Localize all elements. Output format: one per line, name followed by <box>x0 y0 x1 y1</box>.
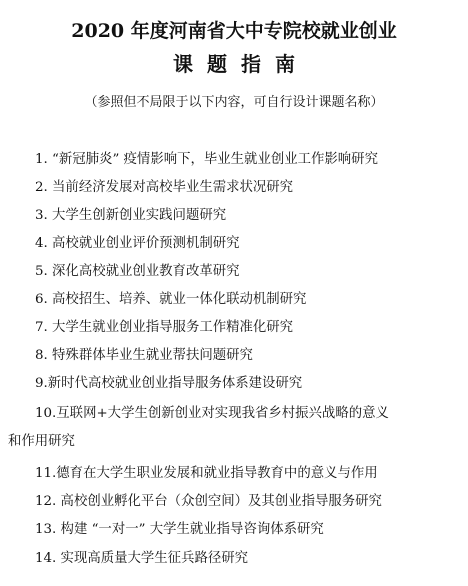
topic-item <box>0 318 468 346</box>
topic-text-continuation: 和作用研究 <box>8 434 75 449</box>
topic-text: 13. 构建 “一对一” 大学生就业指导咨询体系研究 <box>35 522 324 537</box>
topic-item <box>0 549 468 577</box>
document-title-line-2: 课题指南 <box>173 52 309 76</box>
topic-text: 11.德育在大学生职业发展和就业指导教育中的意义与作用 <box>35 466 378 481</box>
topic-item <box>0 262 468 290</box>
topic-item <box>0 178 468 206</box>
topic-text: 6. 高校招生、培养、就业一体化联动机制研究 <box>35 292 307 307</box>
document-title-line-1: 2020 年度河南省大中专院校就业创业 <box>71 20 397 42</box>
topic-text: 7. 大学生就业创业指导服务工作精准化研究 <box>35 320 294 335</box>
topic-item <box>0 464 468 492</box>
topic-text: 4. 高校就业创业评价预测机制研究 <box>35 236 240 251</box>
topic-text: 14. 实现高质量大学生征兵路径研究 <box>35 551 249 566</box>
topic-item <box>0 234 468 262</box>
topic-text: 3. 大学生创新创业实践问题研究 <box>35 208 227 223</box>
topic-item <box>0 520 468 548</box>
topic-item <box>0 492 468 520</box>
topic-item <box>0 150 468 178</box>
topic-item <box>0 206 468 234</box>
topic-item <box>0 290 468 318</box>
topic-text: 12. 高校创业孵化平台（众创空间）及其创业指导服务研究 <box>35 494 382 509</box>
topic-item <box>0 404 468 460</box>
topic-text: 2. 当前经济发展对高校毕业生需求状况研究 <box>35 180 294 195</box>
document-subtitle: （参照但不局限于以下内容，可自行设计课题名称） <box>84 95 384 110</box>
topic-text: 8. 特殊群体毕业生就业帮扶问题研究 <box>35 348 253 363</box>
topic-item <box>0 374 468 402</box>
topic-text: 9.新时代高校就业创业指导服务体系建设研究 <box>35 376 303 391</box>
topic-text: 5. 深化高校就业创业教育改革研究 <box>35 264 240 279</box>
topic-item <box>0 346 468 374</box>
topic-text: 1. “新冠肺炎” 疫情影响下，毕业生就业创业工作影响研究 <box>35 152 378 167</box>
topic-text: 10.互联网+大学生创新创业对实现我省乡村振兴战略的意义 <box>35 406 389 421</box>
